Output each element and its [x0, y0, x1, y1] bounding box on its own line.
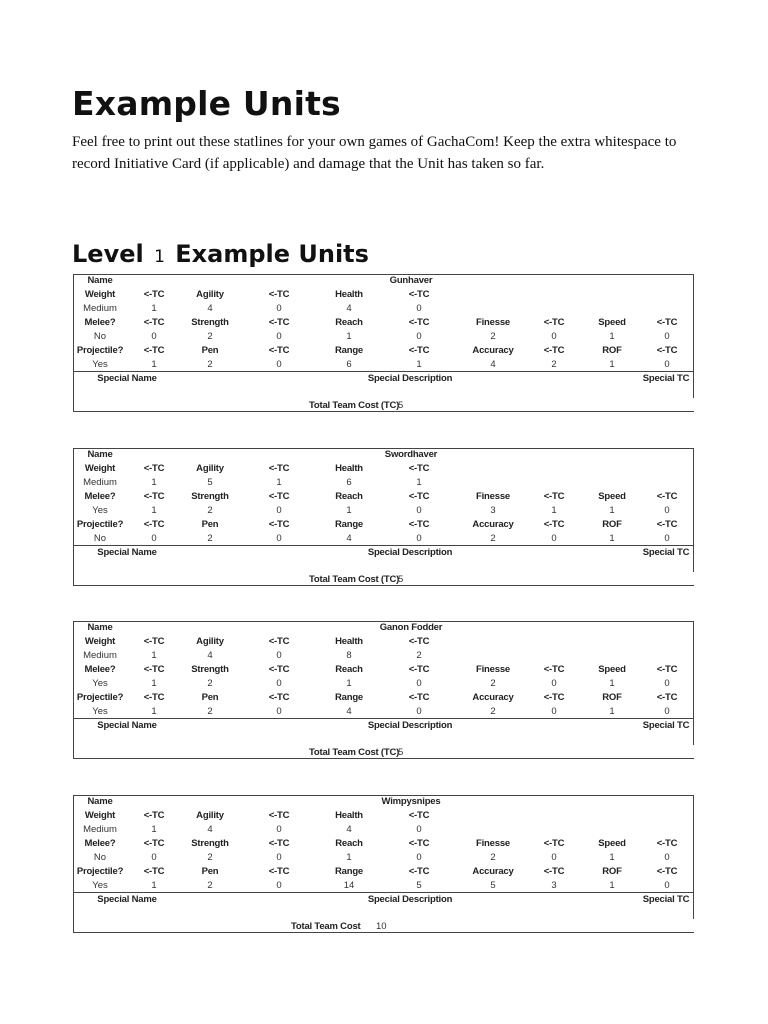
stat-label: <-TC — [143, 317, 165, 328]
stat-label: Pen — [201, 519, 219, 530]
stat-label: <-TC — [408, 491, 430, 502]
stat-label: <-TC — [408, 289, 430, 300]
section-title — [72, 240, 369, 268]
stat-label: <-TC — [656, 345, 678, 356]
stat-label: Projectile? — [76, 345, 124, 356]
unit-name: Ganon Fodder — [379, 622, 443, 633]
total-team-cost-value: 5 — [398, 400, 404, 411]
stat-value: 0 — [664, 678, 670, 689]
stat-label: <-TC — [408, 692, 430, 703]
stat-value: 0 — [664, 359, 670, 370]
card-special-divider — [73, 545, 694, 546]
stat-value: 1 — [609, 331, 615, 342]
stat-label: Health — [335, 289, 363, 300]
stat-value: 2 — [207, 505, 213, 516]
section-title-suffix: Example Units — [175, 240, 369, 268]
stat-value: 3 — [551, 880, 557, 891]
stat-value: 2 — [207, 331, 213, 342]
total-team-cost-label: Total Team Cost (TC) — [309, 400, 400, 411]
stat-value: 1 — [416, 477, 422, 488]
stat-label: <-TC — [656, 317, 678, 328]
stat-label: <-TC — [656, 491, 678, 502]
stat-value: 0 — [664, 505, 670, 516]
stat-value: 1 — [346, 852, 352, 863]
stat-label: Melee? — [84, 664, 116, 675]
stat-label: Pen — [201, 692, 219, 703]
name-label: Name — [87, 622, 113, 633]
stat-label: <-TC — [268, 664, 290, 675]
stat-value: 0 — [416, 706, 422, 717]
stat-label: <-TC — [143, 345, 165, 356]
stat-value: 0 — [276, 706, 282, 717]
stat-label: Strength — [191, 664, 229, 675]
card-left-border — [73, 448, 74, 586]
stat-label: <-TC — [143, 289, 165, 300]
stat-label: Health — [335, 636, 363, 647]
stat-label: <-TC — [656, 838, 678, 849]
stat-value: 4 — [346, 824, 352, 835]
stat-label: Reach — [335, 838, 363, 849]
stat-value: 0 — [551, 678, 557, 689]
stat-value: 1 — [609, 880, 615, 891]
stat-value: Yes — [92, 706, 108, 717]
stat-label: Reach — [335, 664, 363, 675]
stat-label: <-TC — [143, 463, 165, 474]
unit-card — [73, 621, 694, 759]
stat-value: 6 — [346, 359, 352, 370]
stat-label: <-TC — [656, 692, 678, 703]
stat-value: 2 — [207, 706, 213, 717]
section-title-level: 1 — [154, 247, 165, 267]
stat-label: Speed — [598, 664, 626, 675]
stat-value: 1 — [346, 331, 352, 342]
page-title: Example Units — [72, 84, 341, 123]
stat-value: 5 — [207, 477, 213, 488]
stat-value: 0 — [664, 533, 670, 544]
special-tc-label: Special TC — [642, 373, 690, 384]
stat-label: <-TC — [268, 810, 290, 821]
stat-value: 2 — [207, 678, 213, 689]
unit-card — [73, 274, 694, 412]
total-team-cost-label: Total Team Cost (TC) — [309, 574, 400, 585]
stat-value: 0 — [416, 678, 422, 689]
stat-label: Accuracy — [472, 866, 514, 877]
stat-label: Melee? — [84, 491, 116, 502]
stat-label: <-TC — [543, 519, 565, 530]
stat-value: 0 — [276, 650, 282, 661]
stat-value: 2 — [490, 678, 496, 689]
stat-value: 1 — [151, 650, 157, 661]
stat-label: Strength — [191, 317, 229, 328]
stat-value: 4 — [346, 303, 352, 314]
stat-label: Range — [334, 866, 364, 877]
stat-label: Health — [335, 810, 363, 821]
stat-value: 5 — [416, 880, 422, 891]
stat-value: 0 — [416, 331, 422, 342]
stat-value: 0 — [416, 852, 422, 863]
special-description-label: Special Description — [367, 373, 453, 384]
total-team-cost-value: 5 — [398, 747, 404, 758]
stat-value: 1 — [346, 505, 352, 516]
stat-label: <-TC — [543, 317, 565, 328]
stat-label: Weight — [84, 289, 116, 300]
stat-value: 0 — [416, 533, 422, 544]
stat-value: 5 — [490, 880, 496, 891]
stat-label: <-TC — [143, 838, 165, 849]
stat-value: No — [93, 852, 107, 863]
stat-value: 0 — [551, 852, 557, 863]
stat-value: 2 — [490, 706, 496, 717]
stat-value: 1 — [151, 303, 157, 314]
stat-label: <-TC — [543, 345, 565, 356]
stat-label: <-TC — [143, 491, 165, 502]
stat-label: <-TC — [268, 519, 290, 530]
stat-value: 2 — [490, 331, 496, 342]
stat-label: <-TC — [543, 664, 565, 675]
stat-label: Health — [335, 463, 363, 474]
stat-label: Projectile? — [76, 866, 124, 877]
stat-label: Finesse — [476, 491, 510, 502]
stat-label: <-TC — [268, 345, 290, 356]
stat-value: 0 — [276, 852, 282, 863]
stat-label: <-TC — [268, 866, 290, 877]
stat-label: <-TC — [543, 692, 565, 703]
stat-label: Pen — [201, 345, 219, 356]
special-name-label: Special Name — [97, 547, 157, 558]
total-team-cost-label: Total Team Cost (TC) — [309, 747, 400, 758]
stat-label: <-TC — [268, 463, 290, 474]
card-right-border — [693, 795, 694, 919]
stat-label: <-TC — [143, 636, 165, 647]
card-right-border — [693, 274, 694, 398]
stat-value: 2 — [207, 880, 213, 891]
section-title-prefix: Level — [72, 240, 144, 268]
stat-label: Finesse — [476, 317, 510, 328]
stat-value: 1 — [151, 706, 157, 717]
stat-label: <-TC — [408, 810, 430, 821]
stat-value: 2 — [207, 359, 213, 370]
stat-label: Weight — [84, 636, 116, 647]
stat-value: 3 — [490, 505, 496, 516]
stat-label: <-TC — [408, 838, 430, 849]
card-special-divider — [73, 371, 694, 372]
special-description-label: Special Description — [367, 720, 453, 731]
stat-value: 0 — [276, 505, 282, 516]
stat-label: Agility — [196, 636, 224, 647]
special-tc-label: Special TC — [642, 894, 690, 905]
stat-label: <-TC — [143, 692, 165, 703]
stat-value: 2 — [490, 533, 496, 544]
stat-value: 0 — [276, 303, 282, 314]
stat-label: <-TC — [143, 664, 165, 675]
stat-value: Yes — [92, 505, 108, 516]
stat-value: Medium — [83, 477, 117, 488]
stat-label: <-TC — [543, 491, 565, 502]
stat-value: 0 — [664, 880, 670, 891]
stat-value: 4 — [490, 359, 496, 370]
stat-label: ROF — [602, 692, 622, 703]
unit-name: Gunhaver — [389, 275, 433, 286]
special-tc-label: Special TC — [642, 547, 690, 558]
stat-label: Agility — [196, 289, 224, 300]
stat-value: 2 — [207, 533, 213, 544]
stat-value: 0 — [664, 706, 670, 717]
stat-value: 1 — [416, 359, 422, 370]
unit-name: Wimpysnipes — [381, 796, 441, 807]
stat-value: 4 — [207, 650, 213, 661]
special-tc-label: Special TC — [642, 720, 690, 731]
card-top-border — [73, 448, 694, 449]
stat-label: Agility — [196, 463, 224, 474]
stat-label: Melee? — [84, 317, 116, 328]
stat-value: 4 — [346, 533, 352, 544]
stat-label: ROF — [602, 519, 622, 530]
unit-card — [73, 795, 694, 933]
stat-value: 1 — [609, 678, 615, 689]
stat-value: 1 — [346, 678, 352, 689]
special-name-label: Special Name — [97, 373, 157, 384]
unit-card — [73, 448, 694, 586]
stat-value: 0 — [551, 533, 557, 544]
stat-label: <-TC — [408, 636, 430, 647]
stat-label: Speed — [598, 838, 626, 849]
stat-value: 2 — [551, 359, 557, 370]
stat-label: <-TC — [268, 636, 290, 647]
stat-value: Medium — [83, 303, 117, 314]
stat-label: Range — [334, 519, 364, 530]
stat-value: 4 — [207, 303, 213, 314]
stat-label: Reach — [335, 317, 363, 328]
stat-value: 0 — [276, 824, 282, 835]
stat-value: 1 — [151, 477, 157, 488]
special-description-label: Special Description — [367, 547, 453, 558]
card-left-border — [73, 621, 74, 759]
stat-value: 0 — [664, 331, 670, 342]
stat-value: 0 — [276, 359, 282, 370]
card-left-border — [73, 274, 74, 412]
stat-label: ROF — [602, 866, 622, 877]
stat-value: Yes — [92, 880, 108, 891]
stat-value: 1 — [151, 359, 157, 370]
stat-value: 0 — [416, 303, 422, 314]
stat-value: 0 — [276, 533, 282, 544]
stat-value: 0 — [276, 331, 282, 342]
stat-label: <-TC — [268, 317, 290, 328]
intro-paragraph: Feel free to print out these statlines for your own games of GachaCom! Keep the extra whitespace to record Initiative Card (if applicable) and damage that the Unit has taken so far. — [72, 134, 677, 172]
stat-value: 1 — [609, 359, 615, 370]
stat-value: 0 — [551, 706, 557, 717]
stat-label: Melee? — [84, 838, 116, 849]
stat-value: No — [93, 331, 107, 342]
stat-value: 0 — [276, 880, 282, 891]
stat-value: 0 — [276, 678, 282, 689]
stat-label: Speed — [598, 491, 626, 502]
stat-label: <-TC — [143, 810, 165, 821]
stat-label: <-TC — [268, 838, 290, 849]
stat-label: Reach — [335, 491, 363, 502]
stat-label: <-TC — [656, 866, 678, 877]
stat-value: 2 — [416, 650, 422, 661]
stat-value: 1 — [609, 533, 615, 544]
total-team-cost-label: Total Team Cost — [291, 921, 361, 932]
stat-value: 0 — [551, 331, 557, 342]
card-right-border — [693, 621, 694, 745]
stat-label: <-TC — [408, 664, 430, 675]
stat-label: Projectile? — [76, 519, 124, 530]
stat-value: 1 — [151, 880, 157, 891]
stat-value: 6 — [346, 477, 352, 488]
stat-label: <-TC — [543, 866, 565, 877]
stat-label: <-TC — [408, 463, 430, 474]
stat-value: 2 — [207, 852, 213, 863]
stat-value: 1 — [151, 505, 157, 516]
stat-label: Agility — [196, 810, 224, 821]
unit-name: Swordhaver — [384, 449, 438, 460]
stat-label: Strength — [191, 838, 229, 849]
stat-value: 1 — [609, 505, 615, 516]
stat-value: 1 — [276, 477, 282, 488]
stat-label: <-TC — [656, 664, 678, 675]
stat-label: Strength — [191, 491, 229, 502]
stat-value: 0 — [151, 533, 157, 544]
stat-label: <-TC — [543, 838, 565, 849]
stat-value: 1 — [609, 852, 615, 863]
stat-label: Projectile? — [76, 692, 124, 703]
stat-value: Medium — [83, 824, 117, 835]
stat-label: <-TC — [408, 866, 430, 877]
stat-label: Pen — [201, 866, 219, 877]
stat-label: <-TC — [408, 317, 430, 328]
stat-value: 1 — [609, 706, 615, 717]
stat-label: Finesse — [476, 664, 510, 675]
stat-label: <-TC — [408, 519, 430, 530]
stat-label: <-TC — [268, 491, 290, 502]
stat-label: Accuracy — [472, 692, 514, 703]
stat-value: 1 — [151, 678, 157, 689]
name-label: Name — [87, 449, 113, 460]
stat-value: Yes — [92, 359, 108, 370]
stat-value: 4 — [207, 824, 213, 835]
special-name-label: Special Name — [97, 894, 157, 905]
card-special-divider — [73, 718, 694, 719]
stat-label: Speed — [598, 317, 626, 328]
stat-label: Range — [334, 692, 364, 703]
stat-value: 0 — [416, 505, 422, 516]
total-team-cost-value: 5 — [398, 574, 404, 585]
stat-value: Medium — [83, 650, 117, 661]
stat-value: 1 — [551, 505, 557, 516]
stat-value: 4 — [346, 706, 352, 717]
stat-label: <-TC — [268, 289, 290, 300]
stat-label: <-TC — [408, 345, 430, 356]
stat-value: 0 — [664, 852, 670, 863]
stat-value: 2 — [490, 852, 496, 863]
stat-label: Accuracy — [472, 519, 514, 530]
stat-value: 0 — [151, 852, 157, 863]
stat-label: Accuracy — [472, 345, 514, 356]
stat-value: Yes — [92, 678, 108, 689]
stat-label: Finesse — [476, 838, 510, 849]
stat-label: <-TC — [143, 866, 165, 877]
stat-value: No — [93, 533, 107, 544]
total-team-cost-value: 10 — [376, 921, 387, 932]
card-right-border — [693, 448, 694, 572]
stat-label: Range — [334, 345, 364, 356]
name-label: Name — [87, 796, 113, 807]
card-special-divider — [73, 892, 694, 893]
name-label: Name — [87, 275, 113, 286]
stat-label: <-TC — [656, 519, 678, 530]
stat-label: ROF — [602, 345, 622, 356]
special-name-label: Special Name — [97, 720, 157, 731]
stat-value: 0 — [151, 331, 157, 342]
special-description-label: Special Description — [367, 894, 453, 905]
stat-value: 1 — [151, 824, 157, 835]
stat-label: <-TC — [268, 692, 290, 703]
stat-value: 8 — [346, 650, 352, 661]
stat-value: 0 — [416, 824, 422, 835]
stat-label: <-TC — [143, 519, 165, 530]
stat-value: 14 — [343, 880, 355, 891]
card-top-border — [73, 274, 694, 275]
stat-label: Weight — [84, 810, 116, 821]
card-left-border — [73, 795, 74, 933]
stat-label: Weight — [84, 463, 116, 474]
